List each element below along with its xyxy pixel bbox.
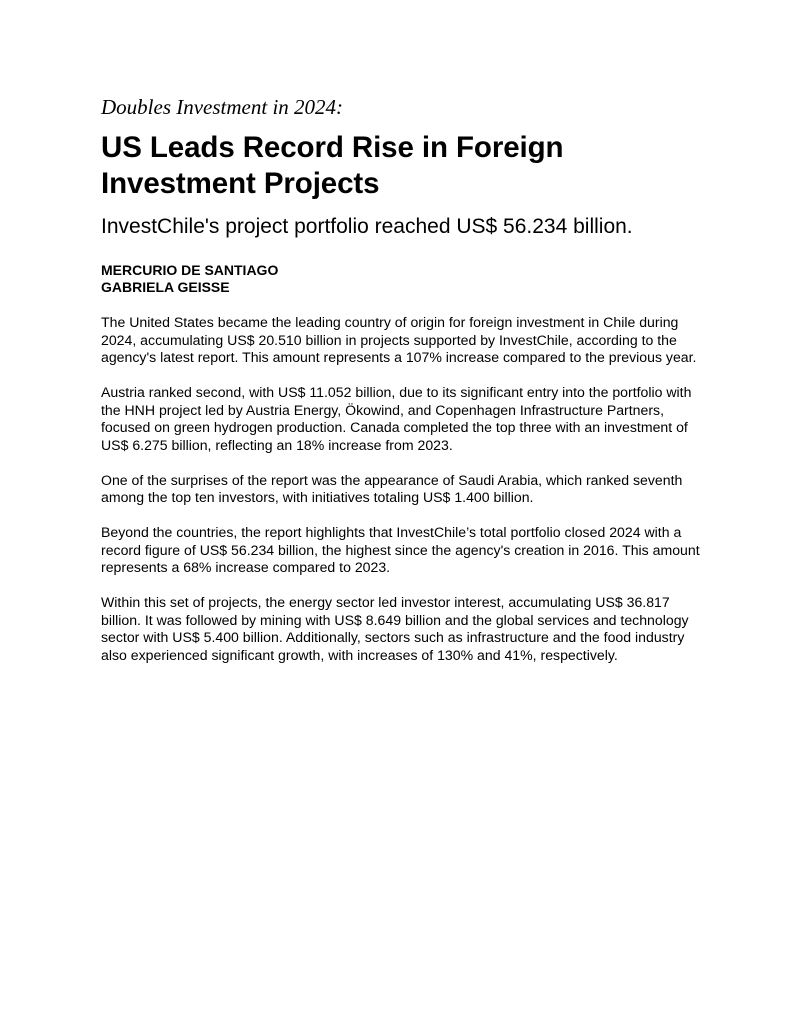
body-paragraph-2: Austria ranked second, with US$ 11.052 billion, due to its significant entry into the portfolio with the HNH project led by Austria Energy, Ökowind, and Copenhagen Infrastructure Partners, focused on green hydrogen production. Canada completed the top three with an investment of US$ 6.275 billion, reflecting an 18% increase from 2023. bbox=[101, 384, 692, 453]
byline-source: MERCURIO DE SANTIAGO bbox=[101, 262, 279, 278]
article bbox=[101, 94, 711, 682]
article-kicker: Doubles Investment in 2024: bbox=[101, 95, 344, 119]
body-paragraph-1: The United States became the leading country of origin for foreign investment in Chile during 2024, accumulating US$ 20.510 billion in projects supported by InvestChile, according to the agency's latest report. This amount represents a 107% increase compared to the previous year. bbox=[101, 314, 697, 365]
article-headline: US Leads Record Rise in Foreign Investment Projects bbox=[101, 131, 564, 200]
byline-author: GABRIELA GEISSE bbox=[101, 279, 230, 295]
body-paragraph-3: One of the surprises of the report was the appearance of Saudi Arabia, which ranked seventh among the top ten investors, with initiatives totaling US$ 1.400 billion. bbox=[101, 471, 683, 505]
article-body bbox=[101, 314, 711, 664]
body-paragraph-4: Beyond the countries, the report highlights that InvestChile’s total portfolio closed 2024 with a record figure of US$ 56.234 billion, the highest since the agency's creation in 2016. This amount represents a 68% increase compared to 2023. bbox=[101, 524, 700, 575]
article-subheadline: InvestChile's project portfolio reached US$ 56.234 billion. bbox=[101, 215, 633, 238]
body-paragraph-5: Within this set of projects, the energy sector led investor interest, accumulating US$ 36.817 billion. It was followed by mining with US$ 8.649 billion and the global services and technology sector with US$ 5.400 billion. Additionally, sectors such as infrastructure and the food industry also experienced significant growth, with increases of 130% and 41%, respectively. bbox=[101, 594, 689, 663]
bylines bbox=[101, 262, 711, 296]
